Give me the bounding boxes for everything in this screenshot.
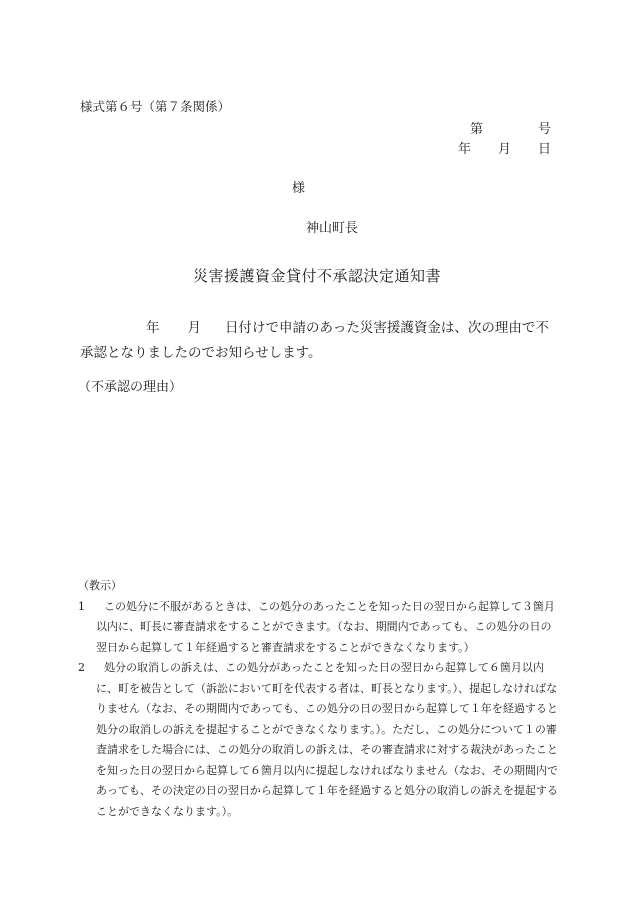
notice-item-text: この処分に不服があるときは、この処分のあったことを知った日の翌日から起算して３箇月以内に、町長に審査請求をすることができます。（なお、期間内であっても、この処分の日の翌日から起算して１年経過すると審査請求をすることができなくなります。） bbox=[96, 599, 555, 654]
notice-item bbox=[78, 658, 562, 822]
issue-date bbox=[458, 138, 551, 157]
body-year: 年 bbox=[146, 320, 160, 336]
reason-heading: （不承認の理由） bbox=[78, 380, 183, 395]
addressee: 様 bbox=[292, 181, 306, 196]
notice-section bbox=[78, 576, 562, 822]
number-prefix: 第 bbox=[470, 122, 484, 137]
document-title: 災害援護資金貸付不承認決定通知書 bbox=[193, 267, 442, 285]
body-paragraph bbox=[80, 316, 558, 366]
form-label: 様式第６号（第７条関係） bbox=[80, 99, 231, 114]
notice-item-number: 2 bbox=[78, 661, 85, 674]
body-text: 日付けで申請のあった災害援護資金は、次の理由で不承認となりましたのでお知らせします。 bbox=[80, 320, 549, 361]
body-month: 月 bbox=[187, 320, 201, 336]
notice-item bbox=[78, 597, 562, 659]
date-year: 年 bbox=[458, 142, 472, 157]
notice-item-number: 1 bbox=[78, 599, 85, 613]
notice-item-text: 処分の取消しの訴えは、この処分があったことを知った日の翌日から起算して６箇月以内に、町を被告として（訴訟において町を代表する者は、町長となります。）、提起しなければなりません（なお、その期間内であっても、この処分の日の翌日から起算して１年を経過すると処分の取消しの訴えを提起することができなくなります。）。ただし、この処分について１の審査請求をした場合には、この処分の取消しの訴えは、その審査請求に対する裁決があったことを知った日の翌日から起算して６箇月以内に提起しなければなりません（なお、その期間内であっても、その決定の日の翌日から起算して１年を経過すると処分の取消しの訴えを提起することができなくなります。）。 bbox=[96, 661, 558, 818]
notice-heading: （教示） bbox=[78, 579, 122, 592]
issuer: 神山町長 bbox=[306, 221, 359, 236]
document-number bbox=[470, 118, 551, 137]
date-day: 日 bbox=[538, 142, 552, 157]
number-suffix: 号 bbox=[538, 122, 552, 137]
date-month: 月 bbox=[498, 142, 512, 157]
